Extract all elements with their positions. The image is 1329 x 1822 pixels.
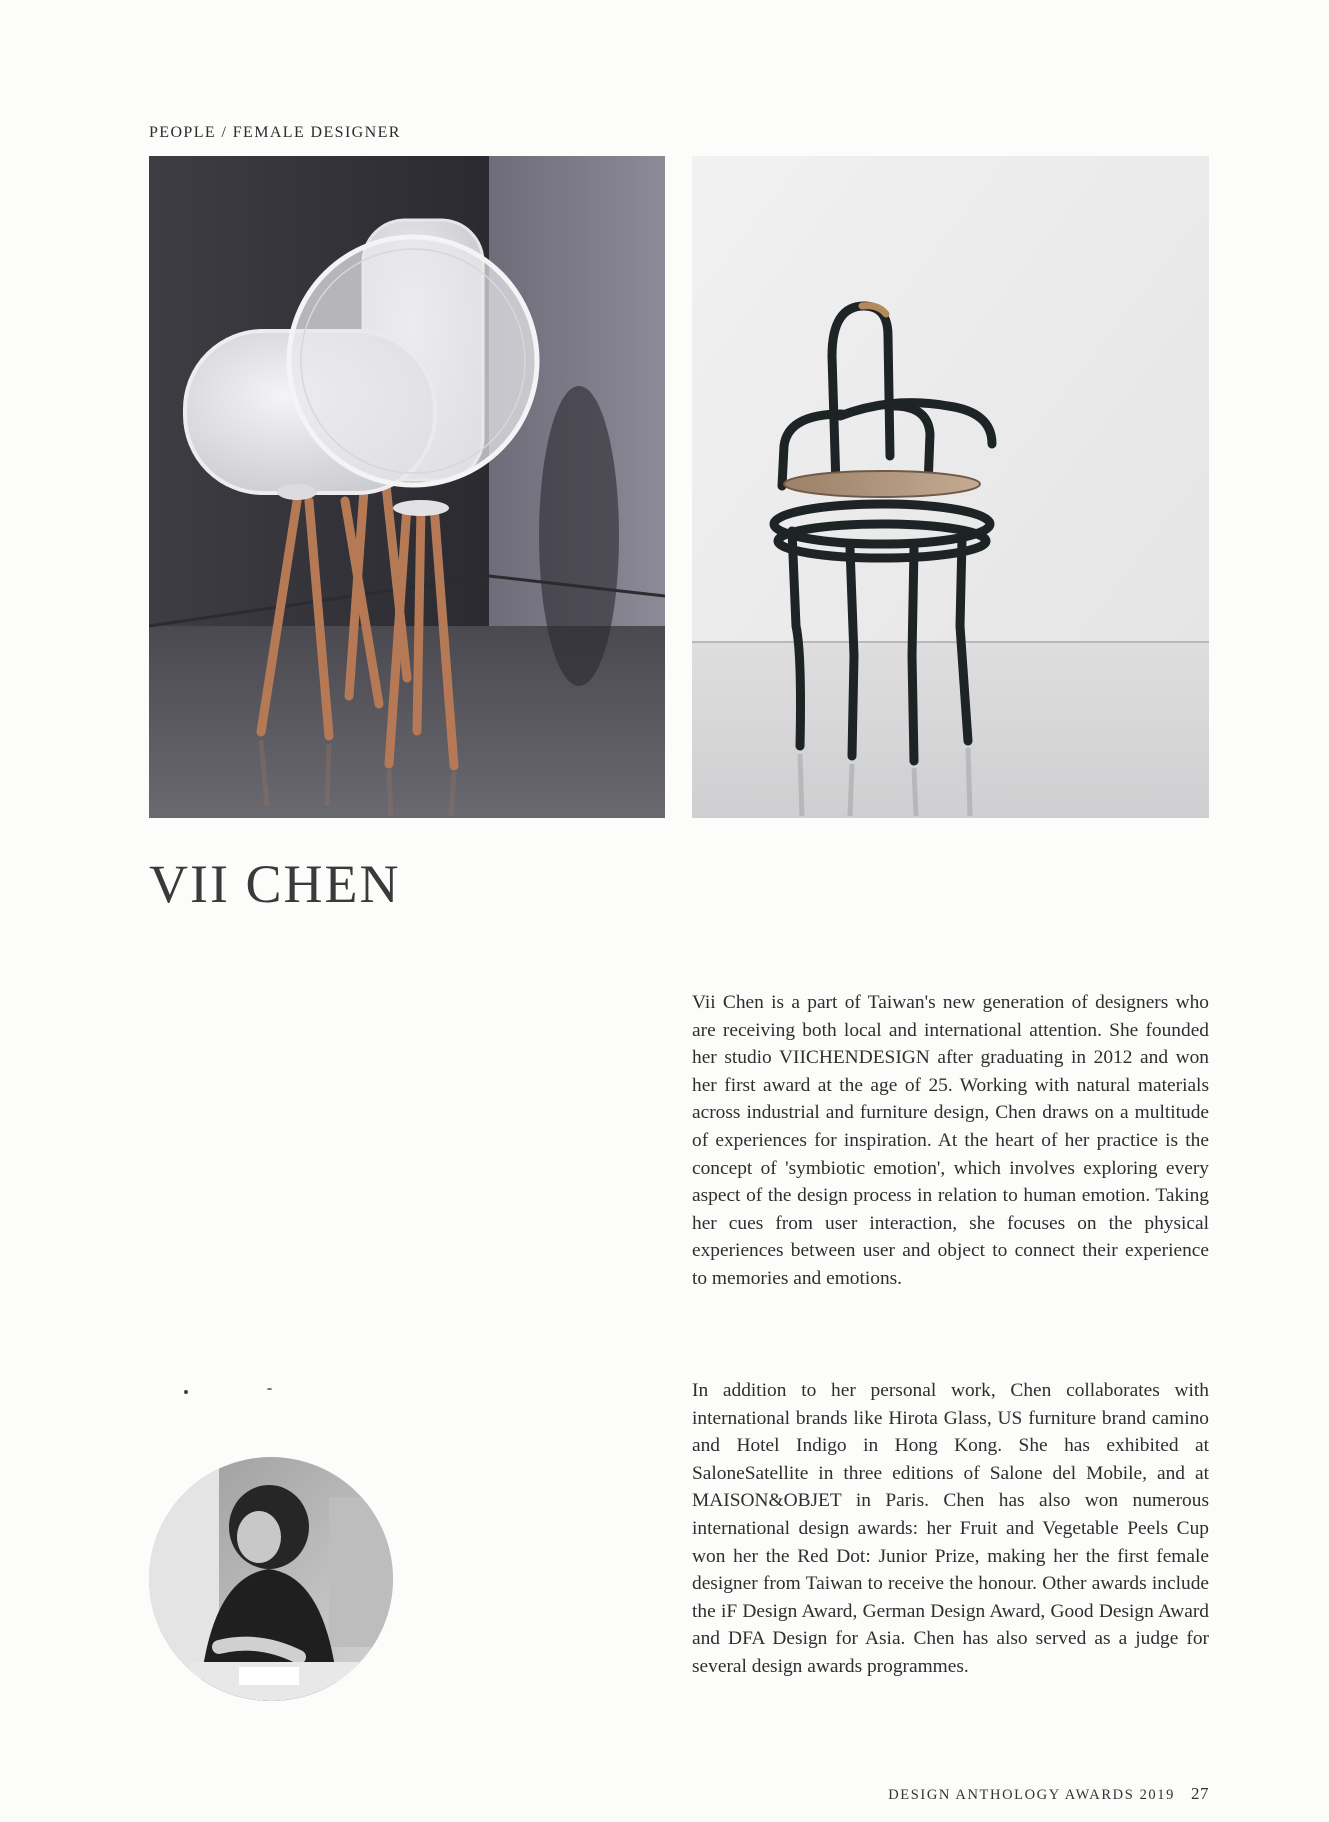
section-label: PEOPLE / FEMALE DESIGNER bbox=[149, 124, 401, 141]
print-speck bbox=[267, 1388, 272, 1390]
black-metal-armchair-photo bbox=[692, 156, 1209, 818]
article-paragraph: Vii Chen is a part of Taiwan's new generation of designers who are receiving both local and international attention. She founded her studio VIICHENDESIGN after graduating in 2012 and won her first award at the age of 25. Working with natural materials across industrial and furniture design, Chen draws on a multitude of experiences for inspiration. At the heart of her practice is the concept of 'symbiotic emotion', which involves exploring every aspect of the design process in relation to human emotion. Taking her cues from user interaction, she focuses on the physical experiences between user and object to connect their experience to memories and emotions. bbox=[692, 992, 1209, 1289]
page-footer bbox=[888, 1784, 1209, 1804]
designer-name-heading: VII CHEN bbox=[149, 854, 401, 914]
page-number: 27 bbox=[1191, 1784, 1209, 1803]
publication-name: DESIGN ANTHOLOGY AWARDS 2019 bbox=[888, 1787, 1175, 1803]
print-speck bbox=[184, 1390, 188, 1394]
article-paragraph: In addition to her personal work, Chen collaborates with international brands like Hirota Glass, US furniture brand camino and Hotel Indigo in Hong Kong. She has exhibited at SaloneSatellite in three editions of Salone del Mobile, and at MAISON&OBJET in Paris. Chen has also won numerous international design awards: her Fruit and Vegetable Peels Cup won her the Red Dot: Junior Prize, making her the first female designer from Taiwan to receive the honour. Other awards include the iF Design Award, German Design Award, Good Design Award and DFA Design for Asia. Chen has also served as a judge for several design awards programmes. bbox=[692, 1380, 1209, 1677]
white-round-back-chairs-photo bbox=[149, 156, 665, 818]
designer-portrait bbox=[149, 1457, 393, 1701]
